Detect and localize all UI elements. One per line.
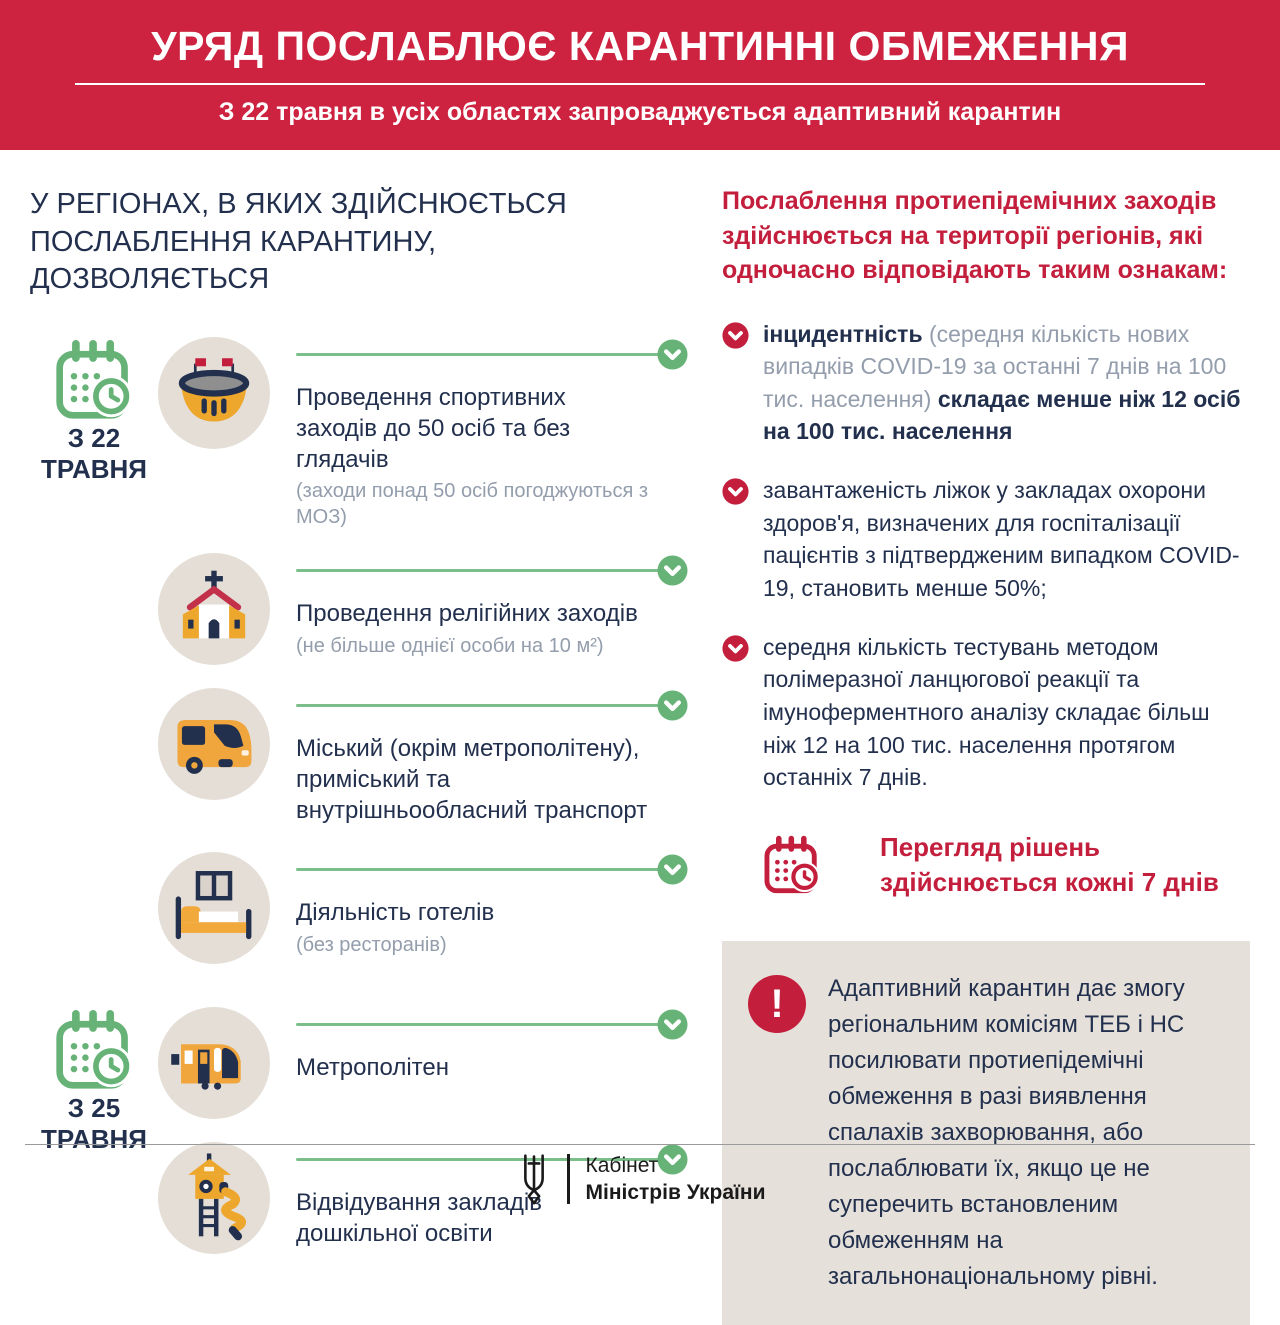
icon-circle (158, 852, 270, 964)
banner-subtitle: З 22 травня в усіх областях запроваджується адаптивний карантин (218, 98, 1062, 126)
church-icon (165, 560, 263, 658)
icon-circle (158, 553, 270, 665)
item-title: Відвідування закладів дошкільної освіти (296, 1189, 542, 1248)
date-group-25-may (30, 1007, 690, 1277)
banner (0, 0, 1280, 150)
date-marker (30, 1007, 158, 1277)
rule-row (296, 555, 690, 586)
check-icon (657, 555, 688, 586)
list-item (158, 1007, 690, 1119)
date-label: З 25 ТРАВНЯ (41, 1093, 147, 1155)
chevron-down-icon (722, 478, 749, 505)
rule-row (296, 1009, 690, 1040)
rule-row (296, 854, 690, 885)
criteria-bullet (722, 631, 1250, 794)
chevron-down-icon (722, 322, 749, 349)
list-item (158, 688, 690, 829)
item-content (296, 852, 690, 964)
check-icon (657, 339, 688, 370)
footer (25, 1144, 1255, 1213)
item-subtitle: (заходи понад 50 осіб погоджуються з МОЗ) (296, 480, 649, 529)
date-group-22-may (30, 337, 690, 987)
chevron-down-icon (722, 635, 749, 662)
footer-divider (567, 1154, 570, 1204)
date-marker (30, 337, 158, 987)
green-rule (296, 569, 660, 572)
icon-circle (158, 688, 270, 800)
calendar-clock-icon (50, 1009, 138, 1091)
metro-train-icon (165, 1014, 263, 1112)
page-title: УРЯД ПОСЛАБЛЮЄ КАРАНТИННІ ОБМЕЖЕННЯ (151, 23, 1129, 69)
item-subtitle: (не більше однієї особи на 10 м²) (296, 634, 604, 657)
bullet-text: середня кількість тестувань методом полімеразної ланцюгової реакції та імуноферментного аналізу складає більш ніж 12 на 100 тис. населення протягом останніх 7 днів. (763, 633, 1210, 791)
rule-row (296, 339, 690, 370)
tryzub-coat-of-arms-icon (515, 1152, 553, 1206)
icon-circle (158, 337, 270, 449)
criteria-bullet (722, 474, 1250, 605)
bus-icon (165, 695, 263, 793)
date-label: З 22 ТРАВНЯ (41, 423, 147, 484)
check-icon (657, 854, 688, 885)
item-title: Проведення релігійних заходів (296, 600, 638, 628)
item-content (296, 337, 690, 530)
item-content (296, 553, 690, 665)
icon-circle (158, 1007, 270, 1119)
list-item (158, 553, 690, 665)
green-rule (296, 704, 660, 707)
banner-divider (75, 83, 1205, 85)
right-heading: Послаблення протиепідемічних заходів здійснюється на території регіонів, які одночасно відповідають таким ознакам: (722, 187, 1228, 284)
calendar-clock-icon (50, 339, 138, 421)
item-title: Діяльність готелів (296, 899, 495, 927)
green-rule (296, 353, 660, 356)
item-title: Проведення спортивних заходів до 50 осіб та без глядачів (296, 384, 571, 473)
item-content (296, 688, 690, 829)
green-rule (296, 1023, 660, 1026)
notice-box (722, 941, 1250, 1325)
calendar-clock-icon (760, 835, 824, 895)
review-note (722, 830, 1250, 899)
item-subtitle: (без ресторанів) (296, 934, 447, 957)
exclamation-icon: ! (748, 975, 806, 1033)
criteria-bullet (722, 318, 1250, 449)
org-name: Кабінет Міністрів України (585, 1153, 766, 1204)
bullet-text: завантаженість ліжок у закладах охорони здоров'я, визначених для госпіталізації пацієнтів з підтвердженим випадком COVID-19, становить менше 50%; (763, 477, 1240, 602)
left-heading: У РЕГІОНАХ, В ЯКИХ ЗДІЙСНЮЄТЬСЯ ПОСЛАБЛЕННЯ КАРАНТИНУ, ДОЗВОЛЯЄТЬСЯ (30, 188, 567, 296)
green-rule (296, 868, 660, 871)
list-item (158, 852, 690, 964)
notice-text: Адаптивний карантин дає змогу регіональним комісіям ТЕБ і НС посилювати протиепідемічні обмеження в разі виявлення спалахів захворювання, або послаблювати їх, якщо це не суперечить встановленим обмеженням на загальнонаціональному рівні. (828, 975, 1185, 1291)
items-list (158, 337, 690, 987)
items-list (158, 1007, 690, 1277)
review-text: Перегляд рішень здійснюється кожні 7 днів (880, 832, 1219, 897)
hotel-bed-icon (165, 859, 263, 957)
list-item (158, 337, 690, 530)
check-icon (657, 690, 688, 721)
item-title: Метрополітен (296, 1054, 449, 1082)
stadium-icon (165, 344, 263, 442)
rule-row (296, 690, 690, 721)
item-title: Міський (окрім метрополітену), приміський та внутрішньообласний транспорт (296, 735, 648, 824)
check-icon (657, 1009, 688, 1040)
item-content (296, 1007, 690, 1119)
bullet-text: інцидентність (середня кількість нових випадків COVID-19 за останні 7 днів на 100 тис. населення) складає менше ніж 12 осіб на 100 тис. населення (763, 320, 1241, 445)
